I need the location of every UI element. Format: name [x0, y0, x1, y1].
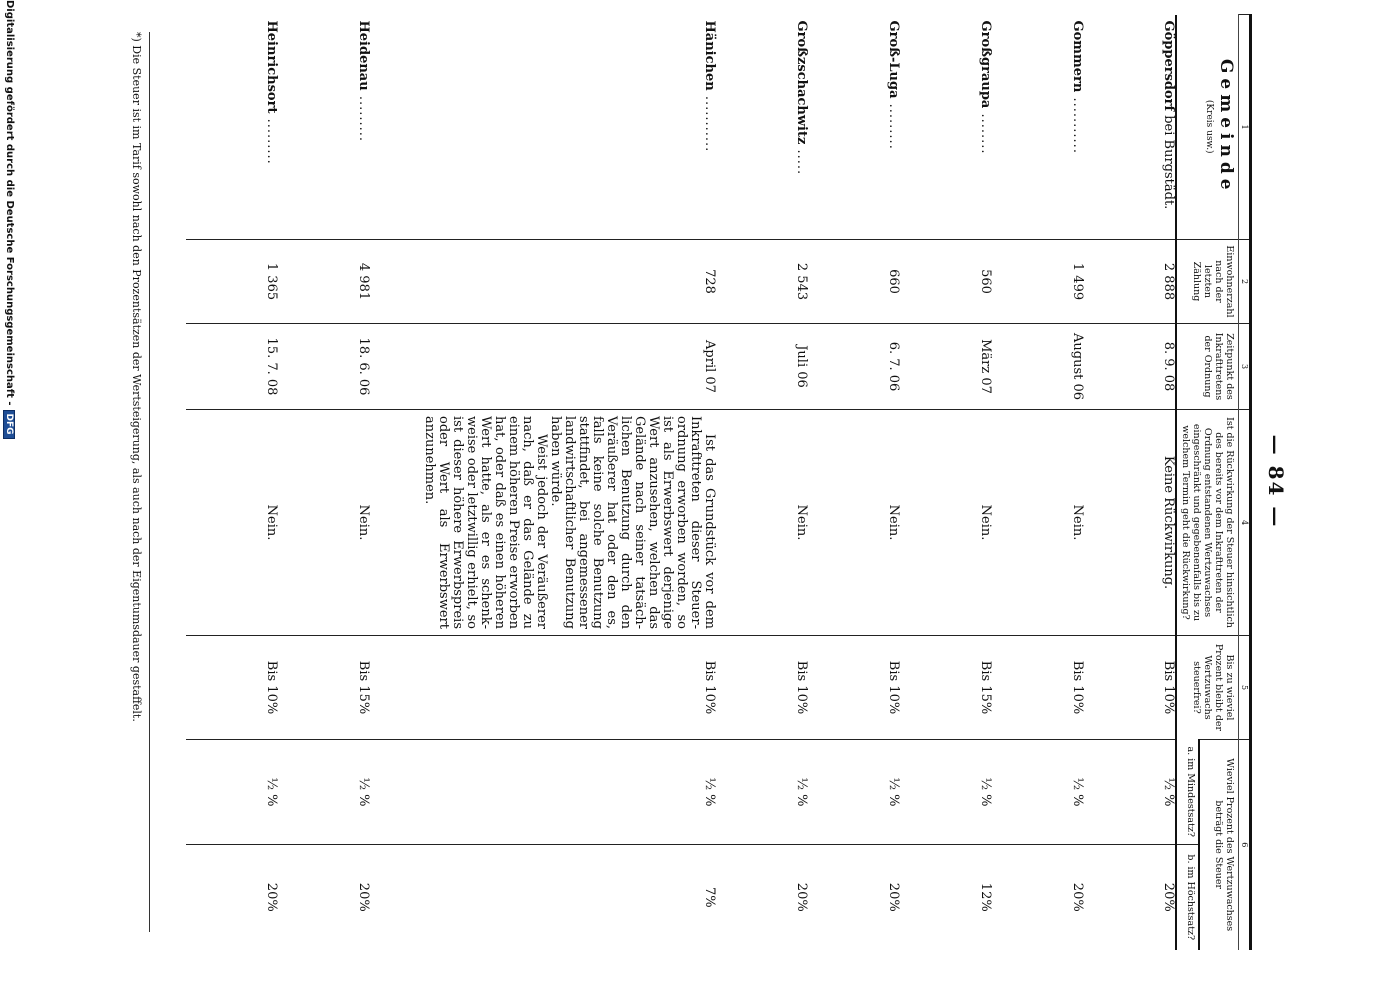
header-einwohner: Einwohnerzahl nach der letzten Zählung — [1176, 240, 1239, 324]
col-number: 5 — [1239, 636, 1251, 740]
table-row — [370, 15, 716, 950]
steuerfrei-value: Bis 10% — [186, 636, 278, 740]
col-number: 4 — [1239, 410, 1251, 636]
steuerfrei-value: Bis 10% — [1084, 636, 1176, 740]
rueckwirkung-value: Nein. — [716, 410, 808, 636]
zeitpunkt-value: 8. 9. 08 — [1084, 324, 1176, 410]
credit-text: Digitalisierung gefördert durch die Deutsche Forschungsgemeinschaft - — [4, 0, 15, 406]
header-gemeinde — [1176, 15, 1239, 240]
einwohner-value: 1 499 — [992, 240, 1084, 324]
digitization-credit — [3, 0, 15, 1000]
zeitpunkt-value: 18. 6. 06 — [278, 324, 370, 410]
page-number: — 84 — — [1264, 434, 1288, 529]
header-steuerfrei: Bis zu wieviel Prozent bleibt der Wertzuwachs steuerfrei? — [1176, 636, 1239, 740]
header-rueckwirkung: Ist die Rückwirkung der Steuer hinsichtlich des bereits vor dem Inkrafttreten der Ordnung entstandenen Wertzuwachses eingeschränkt und gegebenenfalls bis zu welchem Termin geht die Rückwirkung? — [1176, 410, 1239, 636]
header-prozent: Wieviel Prozent des Wertzuwachses beträgt die Steuer — [1199, 740, 1239, 950]
hoechstsatz-value: 20% — [278, 845, 370, 950]
rueckwirkung-value — [370, 410, 716, 636]
rueckwirkung-value: Nein. — [186, 410, 278, 636]
header-mindestsatz: a. im Mindestsatz? — [1176, 740, 1199, 845]
gemeinde-name: Gommern ........... — [1070, 20, 1085, 154]
gemeinde-name: Hänichen ........... — [702, 20, 717, 153]
rueckwirkung-value: Nein. — [992, 410, 1084, 636]
steuerfrei-value: Bis 10% — [808, 636, 900, 740]
mindestsatz-value: ½ % — [186, 740, 278, 845]
rueckwirkung-value: Nein. — [278, 410, 370, 636]
mindestsatz-value: ½ % — [808, 740, 900, 845]
col-number: 6 — [1239, 740, 1251, 950]
table-row — [808, 15, 900, 950]
gemeinde-name: Großzschachwitz ..... — [794, 20, 809, 176]
steuerfrei-value: Bis 10% — [992, 636, 1084, 740]
mindestsatz-value: ½ % — [716, 740, 808, 845]
gemeinde-name: Göppersdorf bei Burgstädt. — [1161, 20, 1176, 210]
table-row — [278, 15, 370, 950]
header-zeitpunkt: Zeitpunkt des Inkrafttretens der Ordnung — [1176, 324, 1239, 410]
gemeinde-title: Gemeinde — [1216, 58, 1236, 195]
hoechstsatz-value: 12% — [900, 845, 992, 950]
gemeinde-name: Groß-Luga ......... — [886, 20, 901, 150]
mindestsatz-value: ½ % — [900, 740, 992, 845]
rueckwirkung-value: Nein. — [900, 410, 992, 636]
einwohner-value: 2 888 — [1084, 240, 1176, 324]
steuerfrei-value: Bis 10% — [716, 636, 808, 740]
rueckwirkung-value: Keine Rückwirkung. — [1084, 410, 1176, 636]
einwohner-value: 4 981 — [278, 240, 370, 324]
hoechstsatz-value: 20% — [808, 845, 900, 950]
zeitpunkt-value: August 06 — [992, 324, 1084, 410]
zeitpunkt-value: Juli 06 — [716, 324, 808, 410]
table-row — [992, 15, 1084, 950]
footnote: *) Die Steuer ist im Tarif sowohl nach den Prozentsätzen der Wertsteigerung, als auch nach der Eigentumsdauer gestaffelt. — [130, 32, 150, 932]
gemeinde-name: Heinrichsort ......... — [264, 20, 279, 165]
col-number: 2 — [1239, 240, 1251, 324]
rueckwirkung-paragraph-1: Ist das Grundstück vor dem Inkrafttreten dieser Steuerordnung erworben worden, so ist als Erwerbswert derjenige Wert anzusehen, welchen das Gelände nach seiner tatsächlichen Benutzung durch den Veräußerer hat oder den es, falls keine solche Benutzung stattfindet, bei angemessener landwirtschaftlicher Benutzung haben würde. — [548, 416, 717, 629]
col-number: 1 — [1239, 15, 1251, 240]
rueckwirkung-paragraph-2: Weist jedoch der Veräußerer nach, daß er das Gelände zu einem höheren Preise erworben hat, oder daß es einen höheren Wert hatte, als er es schenkweise oder letztwillig erhielt, so ist dieser höhere Erwerbspreis oder Wert als Erwerbswert anzunehmen. — [422, 416, 549, 629]
einwohner-value: 728 — [370, 240, 716, 324]
steuerfrei-value: Bis 15% — [900, 636, 992, 740]
gemeinde-table — [186, 14, 1252, 950]
mindestsatz-value: ½ % — [370, 740, 716, 845]
einwohner-value: 660 — [808, 240, 900, 324]
einwohner-value: 560 — [900, 240, 992, 324]
mindestsatz-value: ½ % — [1084, 740, 1176, 845]
steuerfrei-value: Bis 15% — [278, 636, 370, 740]
dfg-logo: DFG — [3, 410, 15, 439]
zeitpunkt-value: 6. 7. 06 — [808, 324, 900, 410]
zeitpunkt-value: März 07 — [900, 324, 992, 410]
mindestsatz-value: ½ % — [278, 740, 370, 845]
table-row — [186, 15, 278, 950]
hoechstsatz-value: 20% — [186, 845, 278, 950]
header-hoechstsatz: b. im Höchstsatz? — [1176, 845, 1199, 950]
hoechstsatz-value: 20% — [992, 845, 1084, 950]
einwohner-value: 2 543 — [716, 240, 808, 324]
gemeinde-subtitle: (Kreis usw.) — [1204, 99, 1214, 154]
zeitpunkt-value: 15. 7. 08 — [186, 324, 278, 410]
table-row — [716, 15, 808, 950]
steuerfrei-value: Bis 10% — [370, 636, 716, 740]
column-number-row — [1239, 15, 1251, 950]
document-page — [108, 14, 1288, 949]
gemeinde-name: Heidenau ......... — [356, 20, 371, 143]
hoechstsatz-value: 20% — [716, 845, 808, 950]
rueckwirkung-value: Nein. — [808, 410, 900, 636]
zeitpunkt-value: April 07 — [370, 324, 716, 410]
table-row — [1084, 15, 1176, 950]
hoechstsatz-value: 7% — [370, 845, 716, 950]
mindestsatz-value: ½ % — [992, 740, 1084, 845]
hoechstsatz-value: 20% — [1084, 845, 1176, 950]
einwohner-value: 1 365 — [186, 240, 278, 324]
col-number: 3 — [1239, 324, 1251, 410]
header-row — [1199, 15, 1239, 950]
gemeinde-name: Großgraupa ........ — [978, 20, 993, 155]
table-row — [900, 15, 992, 950]
